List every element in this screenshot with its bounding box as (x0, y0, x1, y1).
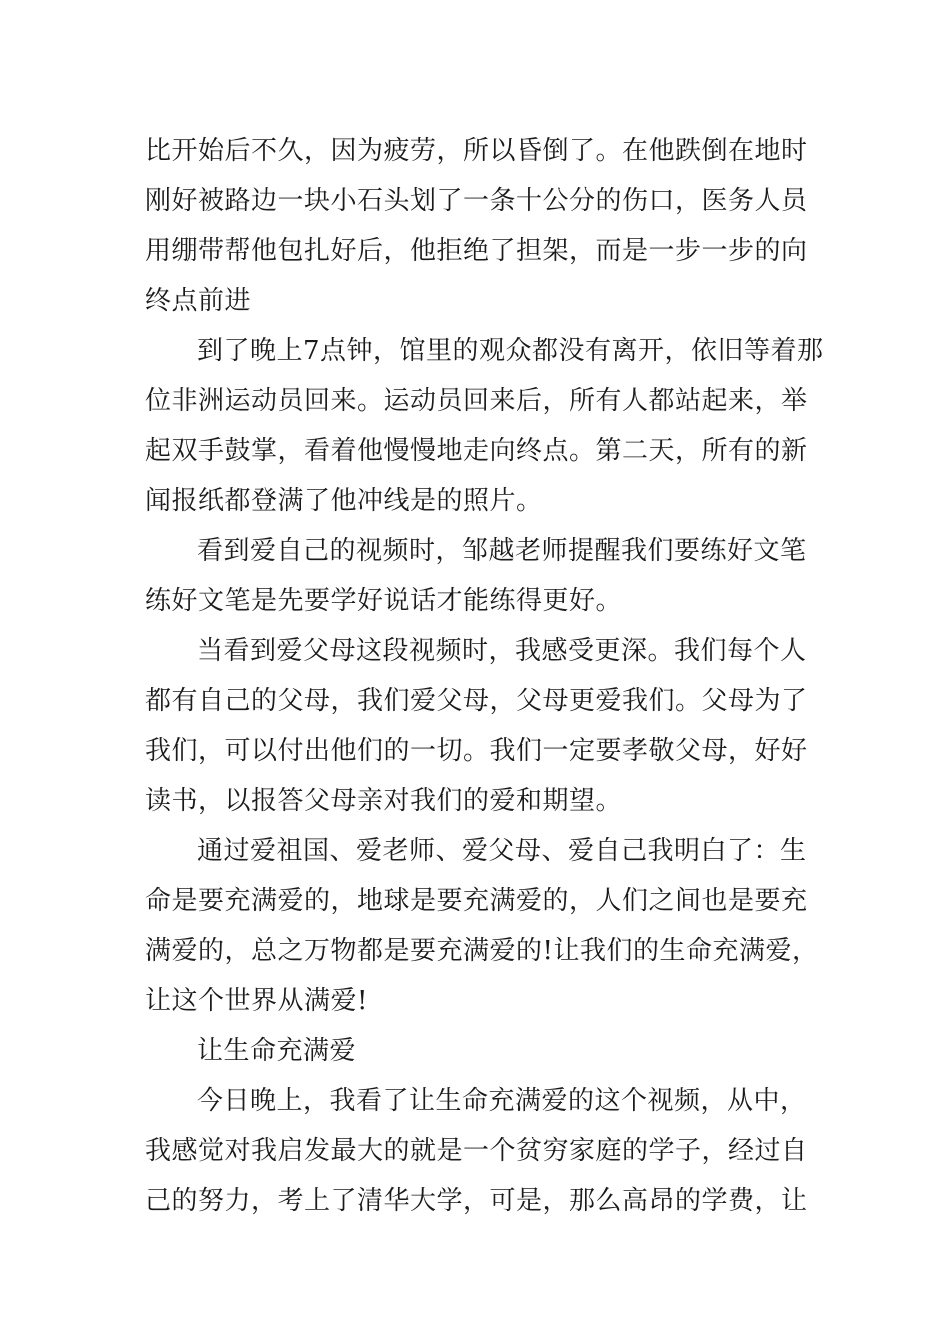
paragraph-first-line: 今日晚上，我看了让生命充满爱的这个视频，从中， (197, 1086, 807, 1116)
text-line: 闻报纸都登满了他冲线是的照片。 (145, 486, 543, 516)
paragraph-first-line: 当看到爱父母这段视频时，我感受更深。我们每个人 (197, 636, 807, 666)
text-line: 刚好被路边一块小石头划了一条十公分的伤口，医务人员 (145, 186, 808, 216)
section-title: 让生命充满爱 (197, 1036, 357, 1066)
text-line: 命是要充满爱的，地球是要充满爱的，人们之间也是要充 (145, 886, 808, 916)
text-line: 比开始后不久，因为疲劳，所以昏倒了。在他跌倒在地时 (145, 136, 808, 166)
paragraph-first-line: 通过爱祖国、爱老师、爱父母、爱自己我明白了：生 (197, 836, 807, 866)
text-line: 终点前进 (145, 286, 252, 316)
text-line: 起双手鼓掌，看着他慢慢地走向终点。第二天，所有的新 (145, 436, 808, 466)
text-line: 位非洲运动员回来。运动员回来后，所有人都站起来，举 (145, 386, 808, 416)
text-line: 己的努力，考上了清华大学，可是，那么高昂的学费，让 (145, 1186, 808, 1216)
text-line: 用绷带帮他包扎好后，他拒绝了担架，而是一步一步的向 (145, 236, 808, 266)
text-line: 读书，以报答父母亲对我们的爱和期望。 (145, 786, 623, 816)
paragraph-first-line: 到了晚上7点钟，馆里的观众都没有离开，依旧等着那 (197, 336, 824, 366)
text-line: 让这个世界从满爱! (145, 986, 368, 1016)
paragraph-first-line: 看到爱自己的视频时，邹越老师提醒我们要练好文笔 (197, 536, 807, 566)
text-line: 满爱的，总之万物都是要充满爱的!让我们的生命充满爱， (145, 936, 819, 966)
text-line: 我们，可以付出他们的一切。我们一定要孝敬父母，好好 (145, 736, 808, 766)
text-line: 都有自己的父母，我们爱父母，父母更爱我们。父母为了 (145, 686, 808, 716)
text-line: 我感觉对我启发最大的就是一个贫穷家庭的学子，经过自 (145, 1136, 808, 1166)
text-line: 练好文笔是先要学好说话才能练得更好。 (145, 586, 623, 616)
